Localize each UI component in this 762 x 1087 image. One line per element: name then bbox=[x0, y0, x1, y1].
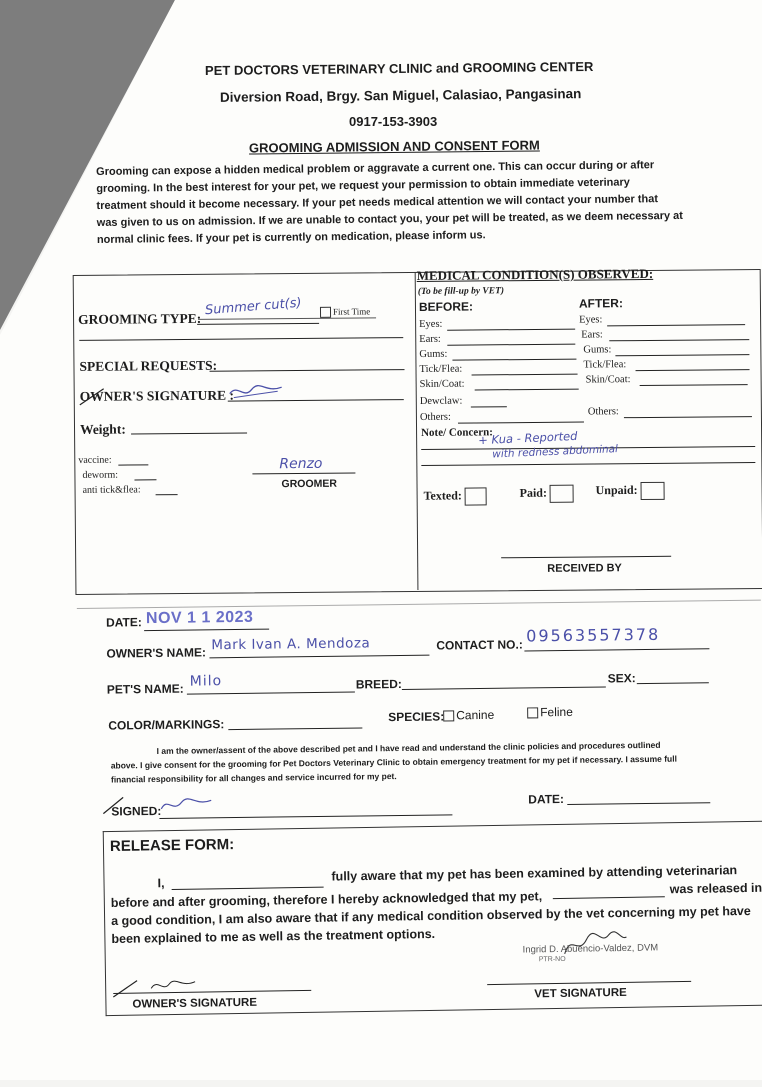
before-eyes-label: Eyes: bbox=[419, 318, 443, 330]
release-line4-text: been explained to me as well as the treatment options. bbox=[111, 926, 436, 947]
intro-line: grooming. In the best interest for your pet, we request your permission to obtain immediate veterinary bbox=[96, 176, 630, 195]
pet-name-label: PET'S NAME: bbox=[106, 681, 184, 697]
note-line2-value: with redness abdominal bbox=[492, 443, 619, 461]
clinic-phone: 0917-153-3903 bbox=[349, 114, 438, 129]
received-by-label: RECEIVED BY bbox=[547, 562, 622, 575]
canine-label: Canine bbox=[456, 707, 495, 723]
grooming-type-value[interactable]: Summer cut(s) bbox=[204, 295, 303, 319]
owner-release-signature-label: OWNER'S SIGNATURE bbox=[132, 996, 258, 1011]
vet-signature-scribble bbox=[560, 925, 631, 962]
before-dewclaw-label: Dewclaw: bbox=[419, 395, 463, 407]
after-label: AFTER: bbox=[578, 296, 624, 311]
groomer-value: Renzo bbox=[279, 455, 323, 473]
vet-stamp-name: Ingrid D. Abuencio-Valdez, DVM bbox=[522, 942, 659, 956]
owner-signature-label: OWNER'S SIGNATURE : bbox=[79, 387, 235, 404]
consent-date-label: DATE: bbox=[528, 792, 565, 807]
groomer-label: GROOMER bbox=[281, 477, 337, 491]
date-stamp: NOV 1 1 2023 bbox=[145, 608, 254, 628]
first-time-label: First Time bbox=[332, 306, 371, 317]
before-tickflea-label: Tick/Flea: bbox=[419, 363, 463, 375]
color-label: COLOR/MARKINGS: bbox=[108, 717, 225, 733]
contact-value: 09563557378 bbox=[526, 624, 661, 646]
owner-name-label: OWNER'S NAME: bbox=[106, 645, 207, 661]
after-ears-label: Ears: bbox=[581, 329, 603, 341]
intro-line: treatment should it become necessary. If your pet needs medical attention we will contact your number that bbox=[96, 193, 659, 212]
breed-label: BREED: bbox=[355, 676, 402, 692]
after-skincoat-label: Skin/Coat: bbox=[585, 374, 631, 386]
before-others-label: Others: bbox=[419, 411, 451, 423]
note-line1-value: + Kua - Reported bbox=[477, 428, 578, 448]
grooming-type-label: GROOMING TYPE: bbox=[78, 310, 202, 327]
pet-name-value: Milo bbox=[189, 673, 223, 690]
release-line2-text: before and after grooming, therefore I hereby acknowledged that my pet, bbox=[110, 889, 543, 911]
after-gums-label: Gums: bbox=[583, 344, 612, 356]
sex-label: SEX: bbox=[607, 671, 636, 686]
form-title: GROOMING ADMISSION AND CONSENT FORM bbox=[248, 137, 540, 156]
consent-line-1: I am the owner/assent of the above described pet and I have read and understand the clinic policies and procedures outlined bbox=[156, 739, 661, 756]
vaccine-label: vaccine: bbox=[78, 454, 112, 466]
antitick-label: anti tick&flea: bbox=[82, 484, 141, 496]
special-requests-label: SPECIAL REQUESTS: bbox=[79, 357, 218, 374]
after-tickflea-label: Tick/Flea: bbox=[583, 359, 627, 371]
intro-line: was given to us on admission. If we are unable to contact you, your pet will be treated, as we deem necessary at bbox=[96, 209, 683, 229]
before-ears-label: Ears: bbox=[419, 333, 441, 345]
paid-label: Paid: bbox=[519, 485, 547, 500]
medical-title: MEDICAL CONDITION(S) OBSERVED: bbox=[416, 265, 654, 283]
before-label: BEFORE: bbox=[418, 299, 474, 314]
deworm-label: deworm: bbox=[82, 469, 119, 481]
weight-label: Weight: bbox=[79, 421, 126, 437]
medical-subtitle: (To be fill-up by VET) bbox=[417, 286, 505, 297]
species-label: SPECIES: bbox=[388, 709, 445, 725]
clinic-name: PET DOCTORS VETERINARY CLINIC and GROOMING CENTER bbox=[204, 58, 594, 79]
intro-line: normal clinic fees. If your pet is currently on medication, please inform us. bbox=[96, 229, 486, 246]
unpaid-label: Unpaid: bbox=[595, 482, 638, 498]
before-skincoat-label: Skin/Coat: bbox=[419, 378, 465, 390]
release-line3-text: a good condition, I am also aware that if any medical condition observed by the vet concerning my pet have bbox=[111, 903, 751, 929]
after-others-label: Others: bbox=[587, 406, 619, 418]
release-line2-end: was released in bbox=[669, 880, 762, 897]
note-label: Note/ Concern: bbox=[421, 426, 493, 439]
clinic-address: Diversion Road, Brgy. San Miguel, Calasiao, Pangasinan bbox=[219, 86, 582, 105]
before-gums-label: Gums: bbox=[419, 348, 448, 360]
texted-label: Texted: bbox=[423, 488, 462, 503]
vet-signature-label: VET SIGNATURE bbox=[534, 986, 627, 1001]
after-eyes-label: Eyes: bbox=[579, 314, 603, 326]
contact-label: CONTACT NO.: bbox=[436, 637, 523, 653]
consent-line-3: financial responsibility for all changes and service incurred for my pet. bbox=[110, 771, 397, 785]
release-line1-i: I, bbox=[157, 876, 165, 891]
release-title: RELEASE FORM: bbox=[109, 836, 235, 856]
feline-label: Feline bbox=[540, 704, 573, 720]
consent-line-2: above. I give consent for the grooming for Pet Doctors Veterinary Clinic to obtain emergency treatment for my pet if necessary. I assume full bbox=[110, 753, 677, 771]
release-line1-text: fully aware that my pet has been examined by attending veterinarian bbox=[331, 863, 738, 884]
intro-line: Grooming can expose a hidden medical problem or aggravate a current one. This can occur during or after bbox=[96, 159, 655, 178]
date-label: DATE: bbox=[105, 615, 142, 630]
owner-name-value: Mark Ivan A. Mendoza bbox=[211, 635, 371, 654]
signed-label: SIGNED: bbox=[111, 803, 162, 819]
vet-stamp-ptr: PTR-NO bbox=[538, 955, 566, 964]
